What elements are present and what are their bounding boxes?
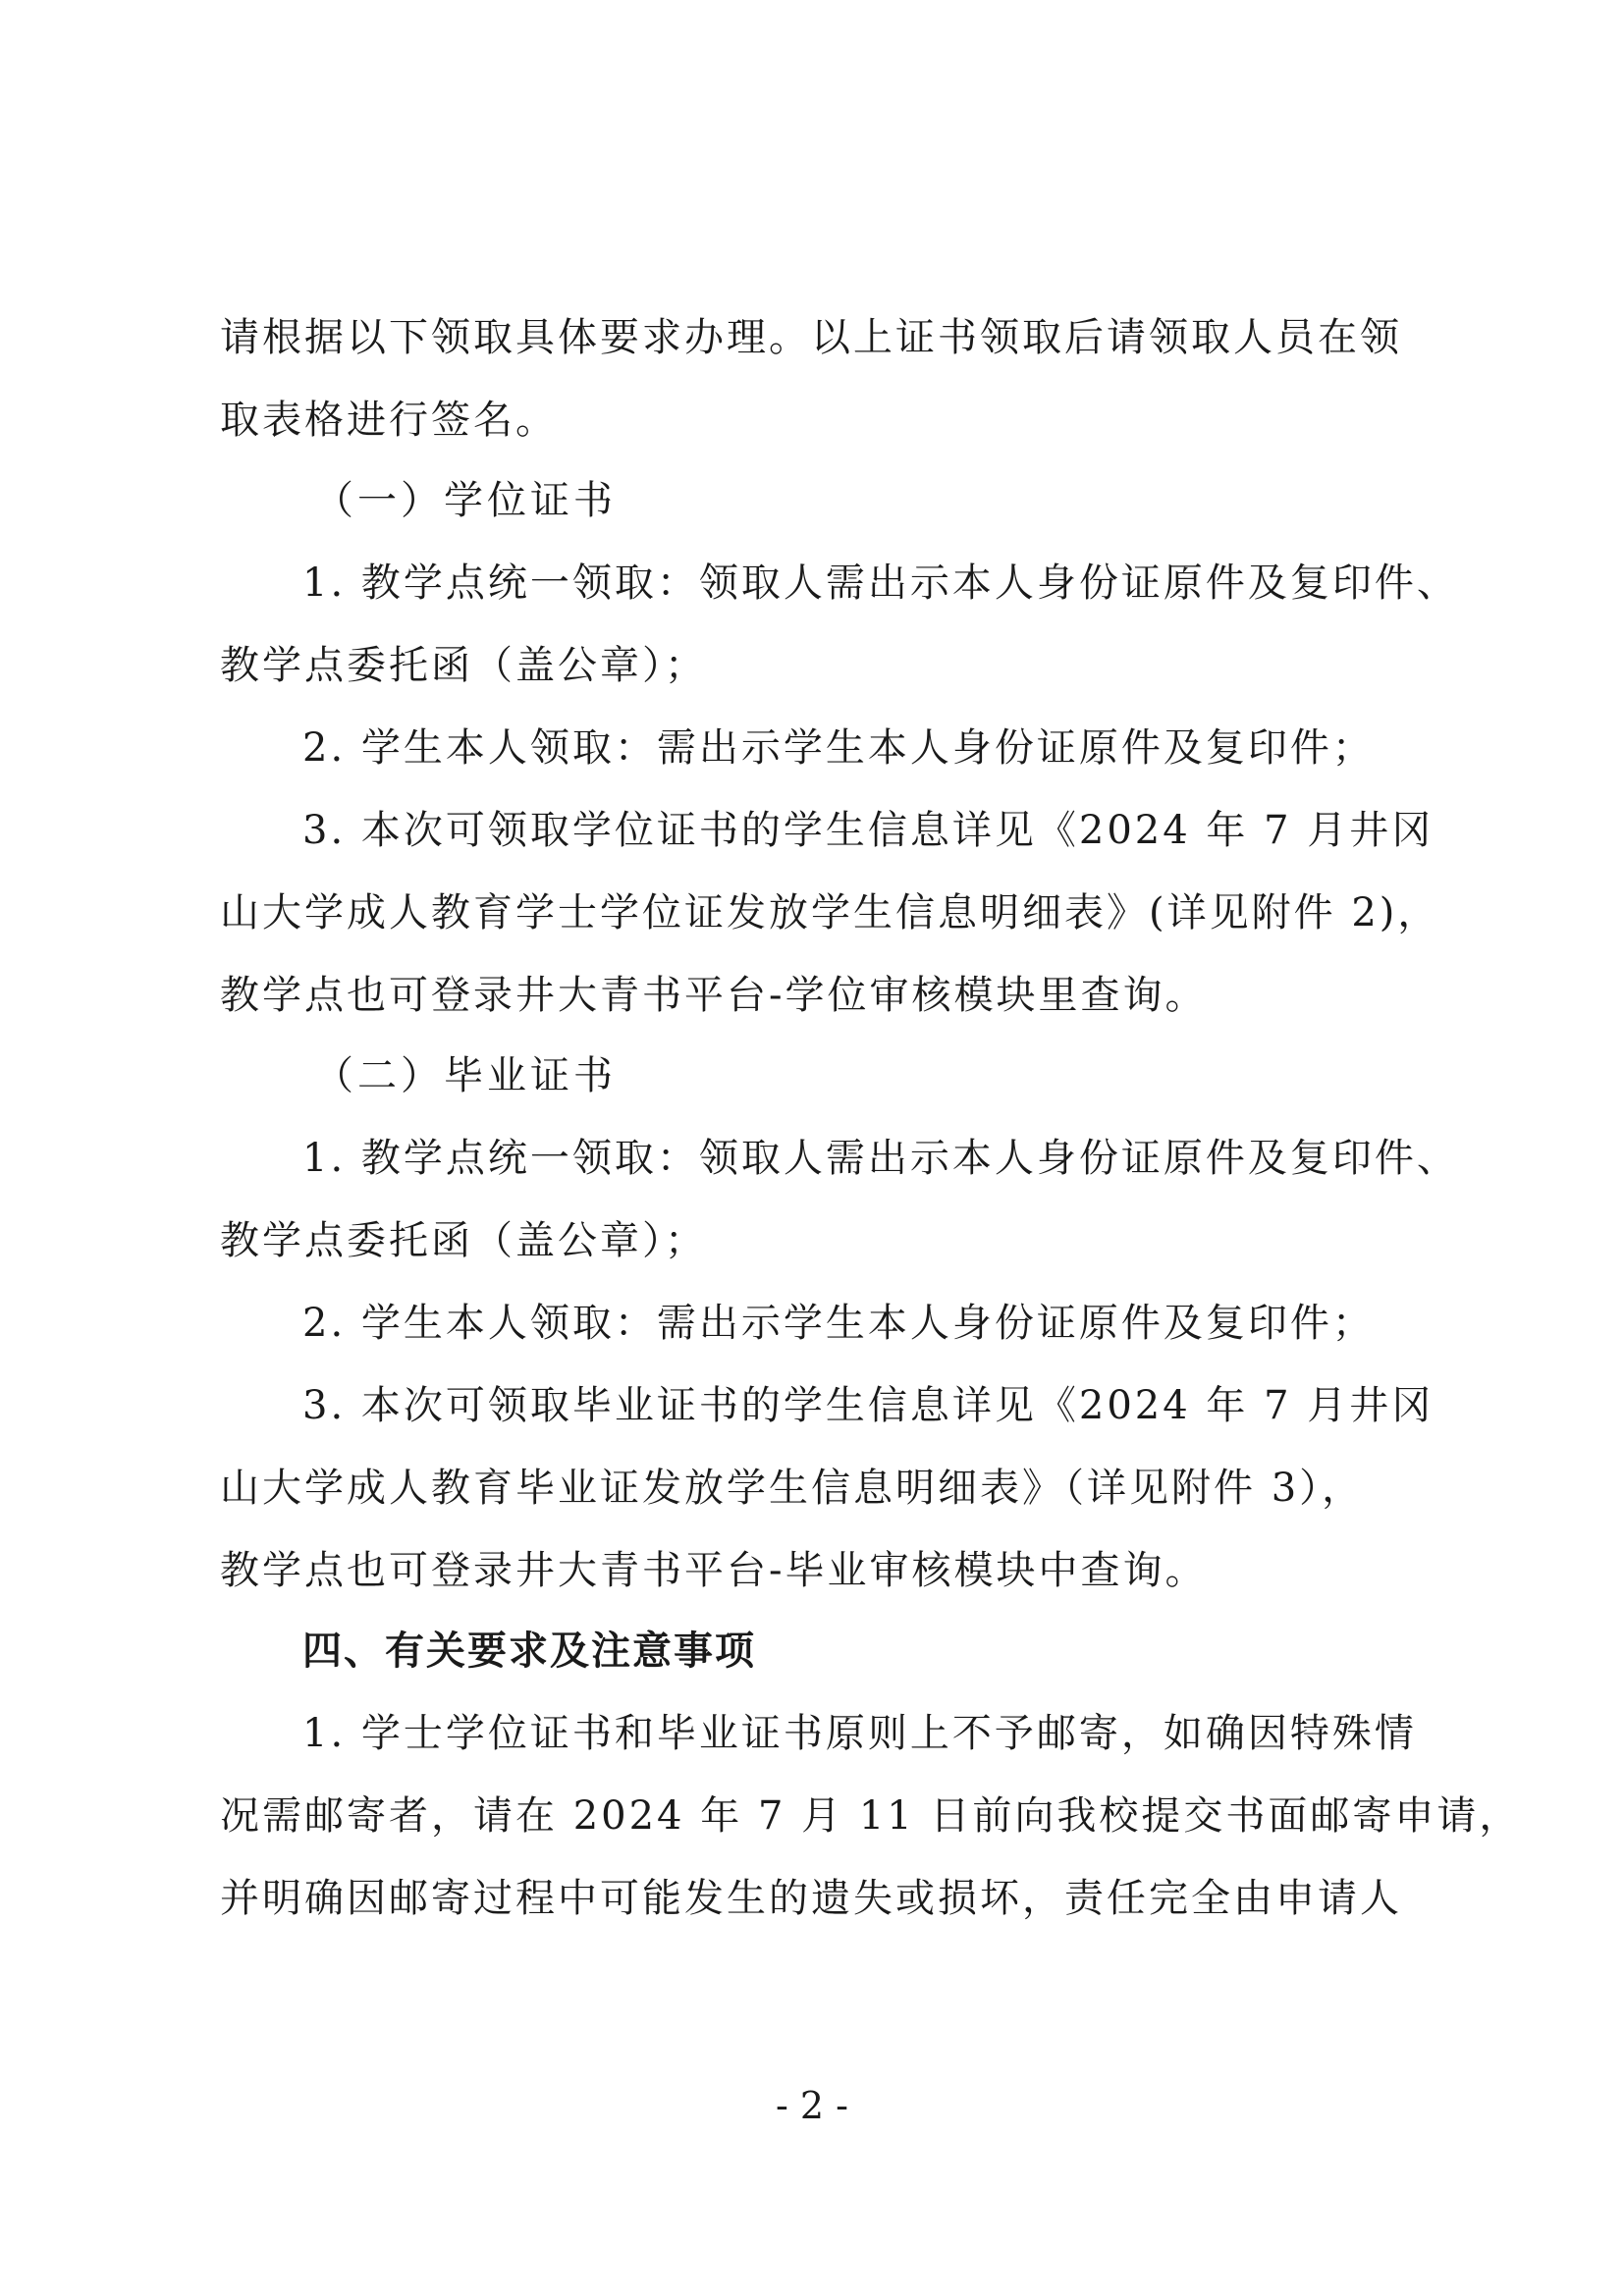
list-item: 1. 学士学位证书和毕业证书原则上不予邮寄，如确因特殊情 [302,1711,1417,1756]
paragraph-line: 山大学成人教育学士学位证发放学生信息明细表》(详见附件 2)， [220,890,1440,935]
paragraph-line: 取表格进行签名。 [220,398,558,443]
paragraph-line: 教学点也可登录井大青书平台-毕业审核模块中查询。 [220,1548,1208,1593]
list-item: 2. 学生本人领取：需出示学生本人身份证原件及复印件； [302,1301,1375,1346]
paragraph-line: 并明确因邮寄过程中可能发生的遗失或损坏，责任完全由申请人 [220,1876,1402,1921]
page-number: - 2 - [775,2084,848,2127]
list-item: 3. 本次可领取毕业证书的学生信息详见《2024 年 7 月井冈 [302,1383,1435,1428]
section-heading-graduation-certificate: （二）毕业证书 [314,1053,617,1098]
paragraph-line: 山大学成人教育毕业证发放学生信息明细表》（详见附件 3）， [220,1466,1365,1511]
paragraph-line: 请根据以下领取具体要求办理。以上证书领取后请领取人员在领 [220,315,1402,360]
paragraph-line: 教学点委托函（盖公章）； [220,1218,707,1263]
list-item: 2. 学生本人领取：需出示学生本人身份证原件及复印件； [302,725,1375,771]
section-heading-degree-certificate: （一）学位证书 [314,478,617,523]
paragraph-line: 教学点委托函（盖公章）； [220,643,707,688]
paragraph-line: 况需邮寄者，请在 2024 年 7 月 11 日前向我校提交书面邮寄申请， [220,1793,1522,1839]
section-heading-requirements: 四、有关要求及注意事项 [302,1629,756,1674]
list-item: 3. 本次可领取学位证书的学生信息详见《2024 年 7 月井冈 [302,808,1435,853]
list-item: 1. 教学点统一领取：领取人需出示本人身份证原件及复印件、 [302,1136,1459,1181]
paragraph-line: 教学点也可登录井大青书平台-学位审核模块里查询。 [220,973,1208,1018]
list-item: 1. 教学点统一领取：领取人需出示本人身份证原件及复印件、 [302,561,1459,606]
